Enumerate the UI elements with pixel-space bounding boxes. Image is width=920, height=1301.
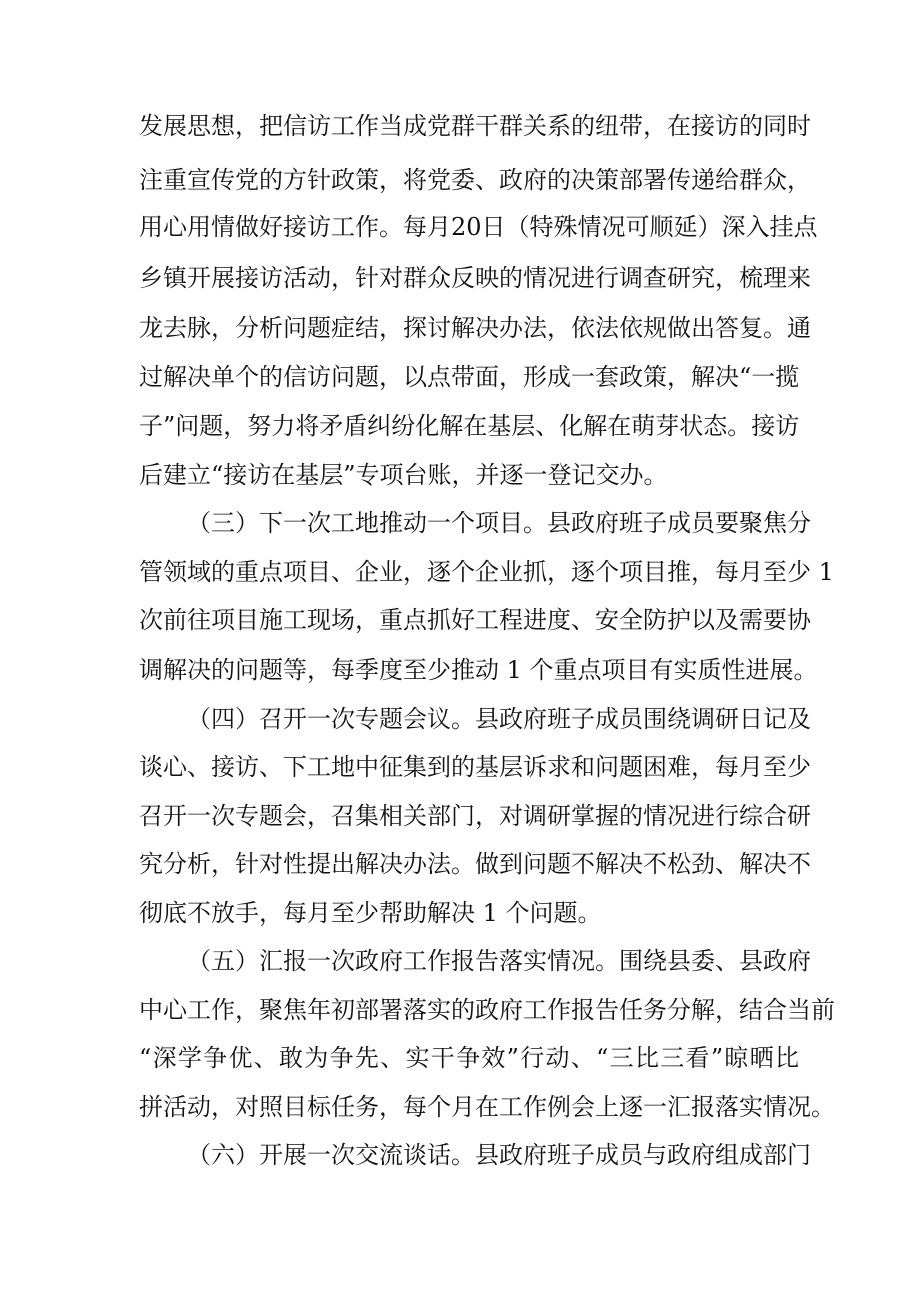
text-line: 发展思想，把信访工作当成党群干群关系的纽带，在接访的同时 [139, 112, 811, 140]
text-line: 过解决单个的信访问题，以点带面，形成一套政策，解决“一揽 [139, 363, 800, 391]
text-line: 彻底不放手，每月至少帮助解决 1 个问题。 [139, 899, 602, 927]
text-line: 究分析，针对性提出解决办法。做到问题不解决不松劲、解决不 [139, 850, 811, 878]
text-line: 召开一次专题会，召集相关部门，对调研掌握的情况进行综合研 [139, 802, 811, 830]
paragraph-heading-line: （五）汇报一次政府工作报告落实情况。围绕县委、县政府 [187, 947, 811, 975]
paragraph-heading-line: （四）召开一次专题会议。县政府班子成员围绕调研日记及 [187, 705, 811, 733]
text-line: 后建立“接访在基层”专项台账，并逐一登记交办。 [139, 461, 668, 489]
paragraph-heading-line: （三）下一次工地推动一个项目。县政府班子成员要聚焦分 [187, 509, 811, 537]
text-line: 谈心、接访、下工地中征集到的基层诉求和问题困难，每月至少 [139, 753, 811, 781]
text-line: 乡镇开展接访活动，针对群众反映的情况进行调查研究，梳理来 [139, 264, 811, 292]
text-line: 中心工作，聚焦年初部署落实的政府工作报告任务分解，结合当前 [139, 996, 835, 1024]
text-line: “深学争优、敢为争先、实干争效”行动、“三比三看”晾晒比 [139, 1044, 799, 1072]
text-line: 注重宣传党的方针政策，将党委、政府的决策部署传递给群众， [139, 166, 811, 194]
text-line: 用心用情做好接访工作。每月20日（特殊情况可顺延）深入挂点 [139, 213, 818, 241]
paragraph-heading-line: （六）开展一次交流谈话。县政府班子成员与政府组成部门 [187, 1141, 811, 1169]
text-line: 子”问题，努力将矛盾纠纷化解在基层、化解在萌芽状态。接访 [139, 412, 800, 440]
text-line: 管领域的重点项目、企业，逐个企业抓，逐个项目推，每月至少 1 [139, 558, 834, 586]
text-line: 次前往项目施工现场，重点抓好工程进度、安全防护以及需要协 [139, 606, 811, 634]
text-line: 调解决的问题等，每季度至少推动 1 个重点项目有实质性进展。 [139, 656, 818, 684]
text-line: 龙去脉，分析问题症结，探讨解决办法，依法依规做出答复。通 [139, 314, 811, 342]
text-line: 拼活动，对照目标任务，每个月在工作例会上逐一汇报落实情况。 [139, 1093, 835, 1121]
